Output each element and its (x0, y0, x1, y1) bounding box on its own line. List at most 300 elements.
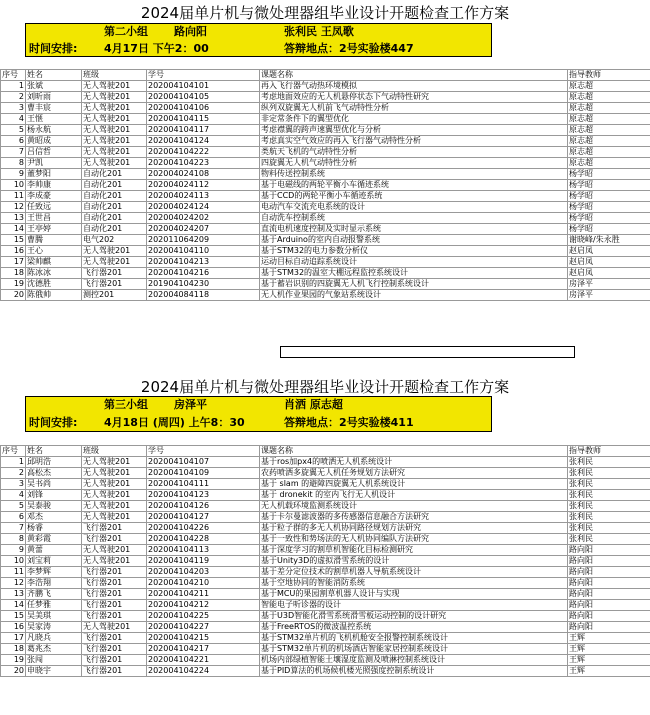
sheet1-group-label: 第二小组 (104, 25, 148, 38)
table-row (1, 600, 650, 611)
cell-index: 6 (1, 512, 26, 523)
cell-topic: 运动目标自动追踪系统设计 (260, 257, 568, 268)
cell-advisor: 原志超 (568, 81, 650, 92)
table-row (1, 81, 650, 92)
cell-name: 任梦雅 (26, 600, 82, 611)
cell-index: 14 (1, 224, 26, 235)
cell-index: 9 (1, 545, 26, 556)
sheet2-teachers-b: 肖洒 原志超 (284, 398, 343, 411)
cell-name: 张斌 (26, 81, 82, 92)
cell-student-id: 202004104227 (147, 622, 260, 633)
cell-name: 吴家涛 (26, 622, 82, 633)
cell-student-id: 202004104119 (147, 556, 260, 567)
cell-student-id: 202004104109 (147, 468, 260, 479)
table-row (1, 479, 650, 490)
table-row (1, 191, 650, 202)
cell-index: 5 (1, 501, 26, 512)
header-index: 序号 (1, 70, 26, 81)
cell-advisor: 王辉 (568, 633, 650, 644)
cell-student-id: 202011064209 (147, 235, 260, 246)
cell-topic: 考虑襟翼的跨声速翼型优化与分析 (260, 125, 568, 136)
cell-class: 无人驾驶201 (82, 501, 147, 512)
cell-advisor: 王辉 (568, 655, 650, 666)
cell-class: 飞行器201 (82, 611, 147, 622)
cell-index: 8 (1, 534, 26, 545)
cell-index: 14 (1, 600, 26, 611)
cell-advisor: 路向阳 (568, 545, 650, 556)
cell-advisor: 原志超 (568, 136, 650, 147)
cell-topic: 基于PID算法的机场候机楼光照强度控制系统设计 (260, 666, 568, 677)
cell-class: 无人驾驶201 (82, 92, 147, 103)
cell-student-id: 202004104215 (147, 633, 260, 644)
sheet1-empty-cell (280, 346, 575, 358)
cell-advisor: 杨学昭 (568, 213, 650, 224)
cell-index: 17 (1, 257, 26, 268)
header-student-id: 学号 (147, 446, 260, 457)
cell-index: 11 (1, 567, 26, 578)
cell-index: 1 (1, 81, 26, 92)
cell-topic: 基于 slam 的避障四旋翼无人机系统设计 (260, 479, 568, 490)
table-row (1, 578, 650, 589)
cell-topic: 基于CCD的两轮平衡小车循迹系统 (260, 191, 568, 202)
cell-topic: 基于U3D智能化滑雪系统滑雪板运动控制的设计研究 (260, 611, 568, 622)
cell-index: 20 (1, 666, 26, 677)
table-row (1, 268, 650, 279)
cell-student-id: 202004104212 (147, 600, 260, 611)
cell-student-id: 202004104210 (147, 578, 260, 589)
cell-class: 无人驾驶201 (82, 246, 147, 257)
cell-advisor: 谢晓峰/朱永胜 (568, 235, 650, 246)
cell-index: 16 (1, 246, 26, 257)
cell-topic: 类航天飞机的气动特性分析 (260, 147, 568, 158)
cell-index: 12 (1, 578, 26, 589)
cell-name: 申晓宇 (26, 666, 82, 677)
cell-name: 吴美琪 (26, 611, 82, 622)
cell-name: 董梦阳 (26, 169, 82, 180)
cell-name: 吕信哲 (26, 147, 82, 158)
cell-topic: 直流电机速度控制及实时显示系统 (260, 224, 568, 235)
cell-topic: 基于 dronekit 的室内飞行无人机设计 (260, 490, 568, 501)
sheet2-place: 答辩地点：2号实验楼411 (284, 416, 414, 429)
cell-name: 邓杰 (26, 512, 82, 523)
cell-index: 8 (1, 158, 26, 169)
cell-advisor: 王辉 (568, 666, 650, 677)
cell-name: 张闯 (26, 655, 82, 666)
cell-student-id: 202004104107 (147, 457, 260, 468)
sheet2-teacher-a: 房泽平 (174, 398, 207, 411)
table-row (1, 235, 650, 246)
cell-student-id: 202004104224 (147, 666, 260, 677)
cell-advisor: 赵启凤 (568, 246, 650, 257)
cell-name: 刘昕雨 (26, 92, 82, 103)
cell-class: 无人驾驶201 (82, 147, 147, 158)
table-row (1, 534, 650, 545)
cell-name: 黄彩霞 (26, 534, 82, 545)
cell-index: 13 (1, 213, 26, 224)
cell-index: 7 (1, 523, 26, 534)
sheet2-time-value: 4月18日 (周四) 上午8：30 (104, 416, 245, 429)
cell-student-id: 202004104221 (147, 655, 260, 666)
cell-name: 王亭婷 (26, 224, 82, 235)
cell-class: 自动化201 (82, 169, 147, 180)
cell-advisor: 赵启凤 (568, 268, 650, 279)
cell-index: 10 (1, 180, 26, 191)
header-topic: 课题名称 (260, 70, 568, 81)
cell-class: 自动化201 (82, 213, 147, 224)
cell-class: 飞行器201 (82, 644, 147, 655)
cell-student-id: 202004104115 (147, 114, 260, 125)
cell-name: 王惬 (26, 114, 82, 125)
cell-advisor: 杨学昭 (568, 169, 650, 180)
cell-advisor: 路向阳 (568, 556, 650, 567)
cell-topic: 物料传送控制系统 (260, 169, 568, 180)
cell-class: 无人驾驶201 (82, 468, 147, 479)
cell-name: 刘宝莉 (26, 556, 82, 567)
cell-class: 自动化201 (82, 202, 147, 213)
table-row (1, 490, 650, 501)
cell-topic: 基于深度学习的割草机智能化目标检测研究 (260, 545, 568, 556)
sheet1-teachers-b: 张利民 王凤歌 (284, 25, 354, 38)
cell-name: 邱明浩 (26, 457, 82, 468)
cell-student-id: 202004024113 (147, 191, 260, 202)
cell-topic: 基于FreeRTOS的微波温控系统 (260, 622, 568, 633)
cell-class: 无人驾驶201 (82, 457, 147, 468)
table-row (1, 158, 650, 169)
cell-student-id: 202004104106 (147, 103, 260, 114)
cell-student-id: 202004104110 (147, 246, 260, 257)
cell-name: 尹凯 (26, 158, 82, 169)
cell-index: 17 (1, 633, 26, 644)
cell-index: 11 (1, 191, 26, 202)
cell-class: 无人驾驶201 (82, 556, 147, 567)
cell-name: 黄昭成 (26, 136, 82, 147)
cell-student-id: 202004104223 (147, 158, 260, 169)
cell-index: 7 (1, 147, 26, 158)
table-row (1, 501, 650, 512)
cell-class: 无人驾驶201 (82, 114, 147, 125)
cell-advisor: 杨学昭 (568, 202, 650, 213)
table-row (1, 169, 650, 180)
cell-student-id: 202004104124 (147, 136, 260, 147)
cell-index: 2 (1, 92, 26, 103)
cell-class: 无人驾驶201 (82, 479, 147, 490)
cell-topic: 四旋翼无人机气动特性分析 (260, 158, 568, 169)
cell-topic: 基于MCU的果园割草机器人设计与实现 (260, 589, 568, 600)
cell-advisor: 张利民 (568, 468, 650, 479)
table-row (1, 103, 650, 114)
cell-class: 飞行器201 (82, 578, 147, 589)
cell-name: 王心 (26, 246, 82, 257)
header-index: 序号 (1, 446, 26, 457)
cell-advisor: 张利民 (568, 501, 650, 512)
header-topic: 课题名称 (260, 446, 568, 457)
cell-student-id: 202004104217 (147, 644, 260, 655)
cell-topic: 考虑真实空气效应的再入飞行器气动特性分析 (260, 136, 568, 147)
cell-index: 9 (1, 169, 26, 180)
cell-advisor: 路向阳 (568, 578, 650, 589)
table-row (1, 279, 650, 290)
cell-student-id: 202004104117 (147, 125, 260, 136)
cell-student-id: 202004084118 (147, 290, 260, 301)
table-row (1, 213, 650, 224)
cell-advisor: 路向阳 (568, 589, 650, 600)
table-row (1, 147, 650, 158)
cell-index: 10 (1, 556, 26, 567)
cell-topic: 基于ros加px4的喷洒无人机系统设计 (260, 457, 568, 468)
table-row (1, 622, 650, 633)
cell-advisor: 原志超 (568, 114, 650, 125)
cell-student-id: 202004024112 (147, 180, 260, 191)
table-header-row (1, 446, 650, 457)
cell-advisor: 赵启凤 (568, 257, 650, 268)
cell-index: 15 (1, 611, 26, 622)
cell-class: 无人驾驶201 (82, 136, 147, 147)
table-header-row (1, 70, 650, 81)
header-advisor: 指导教师 (568, 446, 650, 457)
cell-name: 李成豪 (26, 191, 82, 202)
table-row (1, 611, 650, 622)
cell-topic: 无人机作业果园的气象站系统设计 (260, 290, 568, 301)
cell-topic: 纵列双旋翼无人机前飞气动特性分析 (260, 103, 568, 114)
cell-topic: 基于Arduino的室内自动报警系统 (260, 235, 568, 246)
cell-name: 黄蕾 (26, 545, 82, 556)
cell-class: 飞行器201 (82, 589, 147, 600)
cell-class: 飞行器201 (82, 633, 147, 644)
cell-class: 飞行器201 (82, 567, 147, 578)
cell-advisor: 原志超 (568, 103, 650, 114)
table-row (1, 589, 650, 600)
cell-advisor: 张利民 (568, 512, 650, 523)
cell-student-id: 202004104228 (147, 534, 260, 545)
cell-student-id: 202004024202 (147, 213, 260, 224)
cell-advisor: 杨学昭 (568, 180, 650, 191)
cell-advisor: 路向阳 (568, 567, 650, 578)
cell-index: 19 (1, 655, 26, 666)
cell-student-id: 202004104127 (147, 512, 260, 523)
cell-topic: 基于卡尔曼滤波器的多传感器信息融合方法研究 (260, 512, 568, 523)
sheet1-time-value: 4月17日 下午2：00 (104, 42, 209, 55)
table-row (1, 125, 650, 136)
cell-name: 凡晓兵 (26, 633, 82, 644)
cell-name: 李梦辉 (26, 567, 82, 578)
cell-advisor: 路向阳 (568, 600, 650, 611)
cell-class: 无人驾驶201 (82, 158, 147, 169)
cell-index: 20 (1, 290, 26, 301)
cell-class: 飞行器201 (82, 655, 147, 666)
cell-name: 杨永航 (26, 125, 82, 136)
table-row (1, 633, 650, 644)
table-row (1, 224, 650, 235)
cell-class: 无人驾驶201 (82, 622, 147, 633)
table-row (1, 545, 650, 556)
header-name: 姓名 (26, 70, 82, 81)
cell-advisor: 王辉 (568, 644, 650, 655)
table-row (1, 666, 650, 677)
cell-index: 1 (1, 457, 26, 468)
cell-index: 18 (1, 644, 26, 655)
cell-topic: 基于差分定位技术的割草机器人导航系统设计 (260, 567, 568, 578)
cell-student-id: 202004104105 (147, 92, 260, 103)
cell-student-id: 202004104222 (147, 147, 260, 158)
cell-class: 自动化201 (82, 191, 147, 202)
cell-student-id: 201904104230 (147, 279, 260, 290)
cell-class: 无人驾驶201 (82, 125, 147, 136)
header-class: 班级 (82, 70, 147, 81)
cell-topic: 非定常条件下的翼型优化 (260, 114, 568, 125)
cell-index: 19 (1, 279, 26, 290)
cell-student-id: 202004104101 (147, 81, 260, 92)
cell-advisor: 原志超 (568, 147, 650, 158)
cell-class: 无人驾驶201 (82, 490, 147, 501)
cell-name: 陈冰冰 (26, 268, 82, 279)
cell-advisor: 张利民 (568, 479, 650, 490)
cell-advisor: 张利民 (568, 457, 650, 468)
cell-student-id: 202004104213 (147, 257, 260, 268)
cell-topic: 基于STM32的温室大棚远程监控系统设计 (260, 268, 568, 279)
cell-advisor: 张利民 (568, 534, 650, 545)
cell-index: 16 (1, 622, 26, 633)
cell-advisor: 张利民 (568, 490, 650, 501)
cell-advisor: 原志超 (568, 158, 650, 169)
table-row (1, 290, 650, 301)
cell-index: 6 (1, 136, 26, 147)
cell-name: 沈德胜 (26, 279, 82, 290)
cell-student-id: 202004104126 (147, 501, 260, 512)
cell-class: 无人驾驶201 (82, 545, 147, 556)
header-name: 姓名 (26, 446, 82, 457)
cell-class: 无人驾驶201 (82, 81, 147, 92)
sheet1-table (0, 69, 650, 301)
header-student-id: 学号 (147, 70, 260, 81)
cell-index: 5 (1, 125, 26, 136)
cell-name: 陈俄帅 (26, 290, 82, 301)
cell-class: 测控201 (82, 290, 147, 301)
cell-class: 飞行器201 (82, 666, 147, 677)
cell-student-id: 202004104216 (147, 268, 260, 279)
table-row (1, 202, 650, 213)
cell-name: 齐鹏飞 (26, 589, 82, 600)
cell-name: 梁帅麒 (26, 257, 82, 268)
cell-name: 吴泰骏 (26, 501, 82, 512)
sheet1-place: 答辩地点：2号实验楼447 (284, 42, 414, 55)
cell-topic: 基于粒子群的多无人机协同路径规划方法研究 (260, 523, 568, 534)
cell-topic: 自动洗车控制系统 (260, 213, 568, 224)
cell-topic: 电动汽车交流充电系统的设计 (260, 202, 568, 213)
cell-topic: 基于空地协同的智能消防系统 (260, 578, 568, 589)
cell-index: 18 (1, 268, 26, 279)
cell-name: 任致远 (26, 202, 82, 213)
sheet2-time-label: 时间安排: (29, 416, 78, 429)
cell-topic: 考虑地面效应的无人机悬停状态下气动特性研究 (260, 92, 568, 103)
cell-class: 电气202 (82, 235, 147, 246)
cell-class: 飞行器201 (82, 534, 147, 545)
cell-advisor: 原志超 (568, 125, 650, 136)
table-row (1, 567, 650, 578)
cell-name: 曹丰宸 (26, 103, 82, 114)
sheet1-title: 2024届单片机与微处理器组毕业设计开题检查工作方案 (140, 4, 510, 22)
cell-class: 飞行器201 (82, 268, 147, 279)
cell-index: 2 (1, 468, 26, 479)
cell-class: 自动化201 (82, 180, 147, 191)
cell-student-id: 202004104203 (147, 567, 260, 578)
table-row (1, 468, 650, 479)
cell-topic: 智能电子听诊器的设计 (260, 600, 568, 611)
cell-name: 吴书尚 (26, 479, 82, 490)
cell-student-id: 202004104211 (147, 589, 260, 600)
cell-name: 李帅康 (26, 180, 82, 191)
cell-index: 4 (1, 114, 26, 125)
cell-topic: 农药喷洒多旋翼无人机任务规划方法研究 (260, 468, 568, 479)
cell-advisor: 路向阳 (568, 622, 650, 633)
cell-class: 无人驾驶201 (82, 103, 147, 114)
table-row (1, 523, 650, 534)
cell-name: 曹腾 (26, 235, 82, 246)
table-row (1, 180, 650, 191)
cell-student-id: 202004104111 (147, 479, 260, 490)
cell-student-id: 202004104123 (147, 490, 260, 501)
table-row (1, 257, 650, 268)
cell-class: 无人驾驶201 (82, 257, 147, 268)
cell-advisor: 杨学昭 (568, 224, 650, 235)
table-row (1, 644, 650, 655)
cell-topic: 基于STM32的电力参数分析仪 (260, 246, 568, 257)
sheet2-group-label: 第三小组 (104, 398, 148, 411)
cell-name: 李浩翔 (26, 578, 82, 589)
cell-index: 3 (1, 479, 26, 490)
cell-topic: 基于电磁线的两轮平衡小车循迹系统 (260, 180, 568, 191)
cell-topic: 机场内部绿植智能土壤湿度监测及喷淋控制系统设计 (260, 655, 568, 666)
header-advisor: 指导教师 (568, 70, 650, 81)
cell-topic: 基于Unity3D的虚拟滑雪系统的设计 (260, 556, 568, 567)
header-class: 班级 (82, 446, 147, 457)
cell-student-id: 202004024207 (147, 224, 260, 235)
table-row (1, 114, 650, 125)
cell-name: 葛兆杰 (26, 644, 82, 655)
table-row (1, 136, 650, 147)
cell-name: 刘锋 (26, 490, 82, 501)
cell-student-id: 202004024108 (147, 169, 260, 180)
cell-advisor: 房泽平 (568, 279, 650, 290)
cell-index: 3 (1, 103, 26, 114)
sheet1-teacher-a: 路向阳 (174, 25, 207, 38)
cell-index: 4 (1, 490, 26, 501)
cell-name: 杨睿 (26, 523, 82, 534)
cell-topic: 无人机载环境监测系统设计 (260, 501, 568, 512)
table-row (1, 512, 650, 523)
cell-topic: 基于STM32单片机的飞机机舱安全报警控制系统设计 (260, 633, 568, 644)
cell-advisor: 杨学昭 (568, 191, 650, 202)
cell-student-id: 202004104113 (147, 545, 260, 556)
cell-class: 飞行器201 (82, 523, 147, 534)
table-row (1, 457, 650, 468)
cell-topic: 基于一致性和势场法的无人机协同编队方法研究 (260, 534, 568, 545)
table-row (1, 92, 650, 103)
cell-index: 15 (1, 235, 26, 246)
cell-advisor: 原志超 (568, 92, 650, 103)
cell-topic: 基于蓄岩识别的四旋翼无人机飞行控制系统设计 (260, 279, 568, 290)
sheet2-schedule-band (25, 396, 492, 432)
cell-student-id: 202004104226 (147, 523, 260, 534)
table-row (1, 246, 650, 257)
sheet2-title: 2024届单片机与微处理器组毕业设计开题检查工作方案 (140, 378, 510, 396)
cell-class: 飞行器201 (82, 600, 147, 611)
cell-student-id: 202004024124 (147, 202, 260, 213)
cell-index: 13 (1, 589, 26, 600)
cell-class: 自动化201 (82, 224, 147, 235)
cell-student-id: 202004104225 (147, 611, 260, 622)
cell-topic: 再入飞行器气动热环境模拟 (260, 81, 568, 92)
sheet1-schedule-band (25, 23, 492, 57)
